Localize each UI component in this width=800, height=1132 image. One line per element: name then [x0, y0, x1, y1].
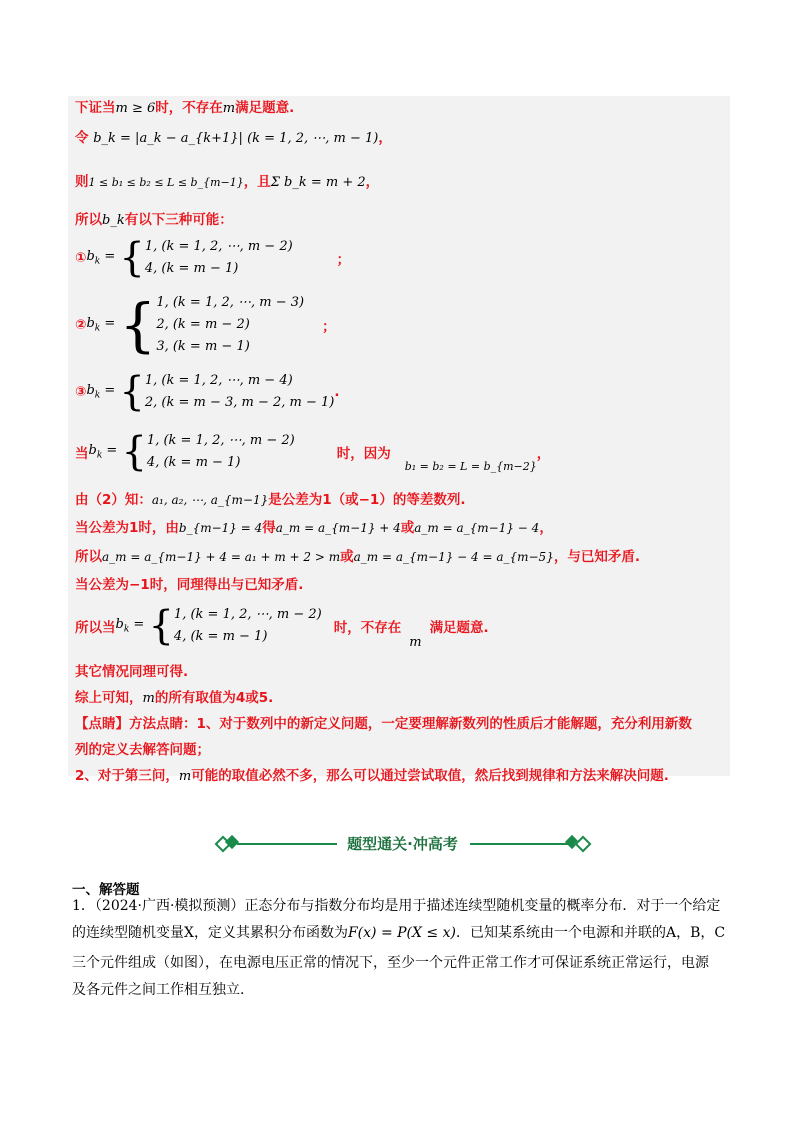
- math-var: m: [409, 635, 422, 650]
- text: ；: [322, 319, 336, 335]
- text: 的连续型随机变量X，定义其累积分布函数为: [72, 925, 348, 941]
- case-row: 4, (k = m − 1): [173, 629, 268, 644]
- line-arithmetic: [75, 488, 465, 508]
- text: 所以: [75, 212, 102, 228]
- text: ．已知某系统由一个电源和并联的A，B，C: [455, 925, 726, 941]
- note-line-1: [75, 712, 692, 732]
- banner-title: 题型通关·冲高考: [347, 835, 458, 853]
- math-var: m: [178, 769, 192, 784]
- question-line-3: 三个元件组成（如图），在电源电压正常的情况下，至少一个元件正常工作才可保证系统正常运行，电源: [72, 955, 709, 971]
- line-three-cases: [75, 208, 233, 228]
- text: 当公差为1时，由: [75, 520, 179, 536]
- text: 所以当: [75, 620, 116, 636]
- case-row: 1, (k = 1, 2, ⋯, m − 2): [173, 607, 322, 622]
- text: 或: [340, 549, 354, 565]
- section-title: 一、解答题: [72, 882, 140, 898]
- math-inline: F(x) = P(X ≤ x): [347, 925, 456, 941]
- note-line-3: [75, 764, 669, 784]
- text: 或: [400, 520, 415, 536]
- case-2: $②b_k$ = { 1, (k = 1, 2, ⋯, m − 3) 2, (k = m − 2) 3, (k = m − 1) ；: [75, 291, 336, 359]
- text: 【点睛】方法点睛：1、对于数列中的新定义问题，一定要理解新数列的性质后才能解题，充分利用新数: [75, 716, 692, 732]
- math-var: m: [222, 101, 236, 116]
- text: ，: [365, 174, 380, 190]
- math-inline: b₁ = b₂ = L = b_{m−2}: [404, 460, 537, 473]
- text: 满足题意.: [429, 620, 489, 636]
- case-3: $③b_k$ = { 1, (k = 1, 2, ⋯, m − 4) 2, (k = m − 3, m − 2, m − 1) .: [75, 369, 340, 415]
- math-inline: b_k = |a_k − a_{k+1}| (k = 1, 2, ⋯, m − 1): [93, 131, 379, 146]
- case-label: ②: [75, 317, 87, 333]
- text: 2、对于第三问，: [75, 768, 179, 784]
- case-row: 2, (k = m − 2): [156, 317, 250, 332]
- line-inequality: [75, 170, 379, 190]
- line-diff-neg1: [75, 573, 303, 593]
- math-var: m: [142, 691, 155, 706]
- banner-line-left: [237, 843, 337, 845]
- text: ；: [336, 252, 351, 268]
- line-summary: [75, 686, 273, 706]
- math-inline: b_{m−1} = 4: [178, 521, 263, 535]
- math-inline: a_m = a_{m−1} − 4 = a_{m−5}: [353, 550, 554, 564]
- text: 其它情况同理可得.: [75, 664, 189, 680]
- math-inline: a_m = a_{m−1} + 4 = a₁ + m + 2 > m: [102, 550, 341, 564]
- line-define-bk: [75, 126, 392, 146]
- text: 时，因为: [336, 446, 391, 462]
- text: ，: [378, 130, 392, 146]
- case-row: 1, (k = 1, 2, ⋯, m − 2): [144, 239, 293, 254]
- section-banner: [215, 832, 590, 856]
- math-inline: m ≥ 6: [115, 101, 156, 116]
- math-inline: 1 ≤ b₁ ≤ b₂ ≤ L ≤ b_{m−1}: [88, 176, 244, 189]
- text: 当: [75, 446, 89, 462]
- text: ，: [536, 446, 551, 462]
- text: 有以下三种可能：: [124, 212, 233, 228]
- math-inline: a_m = a_{m−1} + 4: [275, 521, 401, 535]
- banner-line-right: [470, 843, 570, 845]
- case-row: 4, (k = m − 1): [146, 455, 241, 470]
- note-line-2: [75, 738, 210, 758]
- text: 则: [75, 174, 89, 190]
- question-line-4: 及各元件之间工作相互独立.: [72, 982, 245, 998]
- text: 由（2）知：: [75, 492, 152, 508]
- text: 时，不存在: [333, 620, 402, 636]
- question-line-2: [72, 922, 725, 942]
- case-row: 1, (k = 1, 2, ⋯, m − 3): [156, 295, 305, 310]
- text: 得: [262, 520, 276, 536]
- case-row: 1, (k = 1, 2, ⋯, m − 2): [146, 433, 295, 448]
- text: 列的定义去解答问题；: [75, 742, 210, 758]
- case-label: ③: [75, 384, 87, 400]
- line-proof-start: [75, 96, 294, 116]
- text: 下证当: [75, 100, 116, 116]
- line-conclusion-case: 所以当$b_k$ = { 1, (k = 1, 2, ⋯, m − 2) 4, (k = m − 1) 时，不存在m满足题意.: [75, 603, 489, 650]
- case-label: ①: [75, 250, 87, 266]
- text: ，: [539, 520, 553, 536]
- line-when-case1: 当$b_k$ = { 1, (k = 1, 2, ⋯, m − 2) 4, (k = m − 1) 时，因为$_{b_1 = b_2 = L = b\_\{m-2\}}$，: [75, 429, 551, 475]
- text: 可能的取值必然不多，那么可以通过尝试取值，然后找到规律和方法来解决问题.: [191, 768, 669, 784]
- text: 令: [75, 130, 89, 146]
- text: .: [334, 384, 340, 400]
- math-var: b_k: [102, 213, 125, 228]
- case-row: 2, (k = m − 3, m − 2, m − 1): [144, 395, 335, 410]
- line-other: [75, 660, 188, 680]
- text: 的所有取值为4或5.: [154, 690, 274, 706]
- text: 综上可知，: [75, 690, 143, 706]
- case-row: 1, (k = 1, 2, ⋯, m − 4): [144, 373, 293, 388]
- diamond-outline-icon: [575, 836, 592, 853]
- case-1: $①b_k$ = { 1, (k = 1, 2, ⋯, m − 2) 4, (k = m − 1) ；: [75, 235, 351, 281]
- text: 所以: [75, 549, 102, 565]
- text: 时，不存在: [155, 100, 223, 116]
- case-row: 3, (k = m − 1): [156, 339, 250, 354]
- text: 是公差为1（或−1）的等差数列.: [268, 492, 466, 508]
- math-inline: Σ b_k = m + 2: [270, 175, 366, 190]
- text: ，与已知矛盾.: [553, 549, 640, 565]
- line-contradiction: [75, 545, 640, 565]
- case-row: 4, (k = m − 1): [144, 261, 239, 276]
- text: ，且: [243, 174, 271, 190]
- text: 满足题意.: [235, 100, 295, 116]
- line-diff-1: [75, 516, 553, 536]
- text: 当公差为−1时，同理得出与已知矛盾.: [75, 577, 304, 593]
- question-line-1: 1．（2024·广西·模拟预测）正态分布与指数分布均是用于描述连续型随机变量的概率分布．对于一个给定: [72, 898, 721, 914]
- math-inline: a₁, a₂, ⋯, a_{m−1}: [151, 493, 269, 507]
- math-inline: a_m = a_{m−1} − 4: [414, 521, 540, 535]
